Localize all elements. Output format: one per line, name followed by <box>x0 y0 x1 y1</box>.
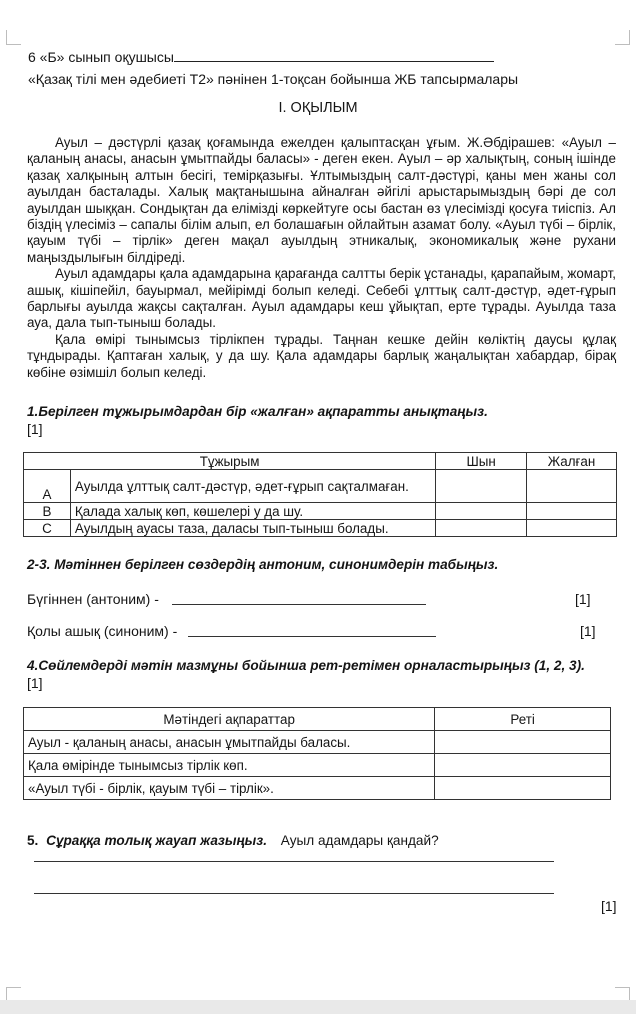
row-key: A <box>24 470 71 503</box>
table-row <box>24 470 617 503</box>
q5-question: Ауыл адамдары қандай? <box>280 833 439 848</box>
row-key: B <box>24 503 71 520</box>
true-answer-cell[interactable] <box>436 470 527 503</box>
q4-header-order: Реті <box>435 708 611 731</box>
false-answer-cell[interactable] <box>527 470 617 503</box>
q3-points: [1] <box>580 623 596 639</box>
q3-answer-line[interactable] <box>188 636 436 637</box>
reading-text <box>27 135 616 381</box>
q23-prompt: 2-3. Мәтіннен берілген сөздердің антоним, синонимдерін табыңыз. <box>27 557 499 572</box>
q5-line <box>27 833 439 848</box>
q3-label: Қолы ашық (синоним) - <box>27 623 178 639</box>
q1-header-true: Шын <box>436 453 527 470</box>
section-heading: I. ОҚЫЛЫМ <box>278 100 358 116</box>
q5-answer-line[interactable] <box>34 893 554 894</box>
q1-header-statement: Тұжырым <box>24 453 436 470</box>
q4-header-info: Мәтіндегі ақпараттар <box>24 708 435 731</box>
order-answer-cell[interactable] <box>435 777 611 800</box>
name-blank <box>174 61 494 62</box>
row-key: C <box>24 520 71 537</box>
reading-paragraph: Ауыл адамдары қала адамдарына қарағанда салтты берік ұстанады, қарапайым, жомарт, ашық, кішіпейіл, бауырмал, мейірімді болып келеді. Себебі ұлттық салт-дәстүр, әдет-ғұрып барлығы ауылда жақсы сақталған. Ауыл адамдары кеш ұйықтап, ерте тұрады. Ауылда таза ауа, дала тып-тыныш болады. <box>27 266 616 331</box>
info-cell: Ауыл - қаланың анасы, анасын ұмытпайды баласы. <box>24 731 435 754</box>
info-cell: Қала өмірінде тынымсыз тірлік көп. <box>24 754 435 777</box>
row-statement: Қалада халық көп, көшелері у да шу. <box>70 503 435 520</box>
q5-prompt: Сұраққа толық жауап жазыңыз. <box>46 833 267 848</box>
q4-points: [1] <box>27 675 43 691</box>
q1-points: [1] <box>27 421 43 437</box>
doc-title: «Қазақ тілі мен әдебиеті Т2» пәнінен 1-тоқсан бойынша ЖБ тапсырмалары <box>28 71 519 87</box>
q5-points: [1] <box>601 898 617 914</box>
corner-mark <box>6 30 21 45</box>
table-row <box>24 520 617 537</box>
reading-paragraph: Қала өмірі тынымсыз тірлікпен тұрады. Таңнан кешке дейін көліктің даусы құлақ тұндырады. Қаптаған халық, у да шу. Қала адамдары барлық жаңалықтан хабардар, бірақ көбіне өзімшіл болып келеді. <box>27 331 616 380</box>
corner-mark <box>615 30 630 45</box>
class-label-line <box>28 49 494 65</box>
bottom-strip <box>0 1000 636 1014</box>
true-answer-cell[interactable] <box>436 503 527 520</box>
q4-prompt: 4.Сөйлемдерді мәтін мазмұны бойынша рет-ретімен орналастырыңыз (1, 2, 3). <box>27 658 585 673</box>
q2-points: [1] <box>575 591 591 607</box>
info-cell: «Ауыл түбі - бірлік, қауым түбі – тірлік». <box>24 777 435 800</box>
q1-prompt: 1.Берілген тұжырымдардан бір «жалған» ақпаратты анықтаңыз. <box>27 404 488 419</box>
order-answer-cell[interactable] <box>435 754 611 777</box>
table-row <box>24 503 617 520</box>
true-answer-cell[interactable] <box>436 520 527 537</box>
q1-header-false: Жалған <box>527 453 617 470</box>
q2-answer-line[interactable] <box>172 604 426 605</box>
q1-table <box>23 452 617 537</box>
row-statement: Ауылдың ауасы таза, даласы тып-тыныш болады. <box>70 520 435 537</box>
table-row <box>24 731 611 754</box>
false-answer-cell[interactable] <box>527 503 617 520</box>
q5-answer-line[interactable] <box>34 861 554 862</box>
q5-number: 5. <box>27 833 39 848</box>
q4-table <box>23 707 611 800</box>
table-row <box>24 754 611 777</box>
class-label: 6 «Б» сынып оқушысы <box>28 49 174 65</box>
q2-label: Бүгіннен (антоним) - <box>27 591 159 607</box>
table-row <box>24 777 611 800</box>
row-statement: Ауылда ұлттық салт-дәстүр, әдет-ғұрып сақталмаған. <box>70 470 435 503</box>
order-answer-cell[interactable] <box>435 731 611 754</box>
false-answer-cell[interactable] <box>527 520 617 537</box>
reading-paragraph: Ауыл – дәстүрлі қазақ қоғамында ежелден қалыптасқан ұғым. Ж.Әбдірашев: «Ауыл – қаланың анасы, анасын ұмытпайды баласы» - деген екен. Ауыл – әр халықтың, соның ішінде қазақ халқының алтын бесігі, темірқазығы. Ұлтымыздың салт-дәстүрі, қаны мен жаны сол ауылдан басталады. Халық мақтанышына айналған әйгілі арыстарымыздың бәрі де сол ауылдан шыққан. Сондықтан да елімізді көркейтуге осы бастан өз үлесімізді қосуға тиіспіз. Ал біздің үлесіміз – сапалы білім алып, ел болашағын ойлайтын азамат болу. «Ауыл түбі – бірлік, қауым түбі – тірлік» деген мақал ауылдың этникалық, экономикалық және рухани маңыздылығын білдіреді. <box>27 135 616 265</box>
